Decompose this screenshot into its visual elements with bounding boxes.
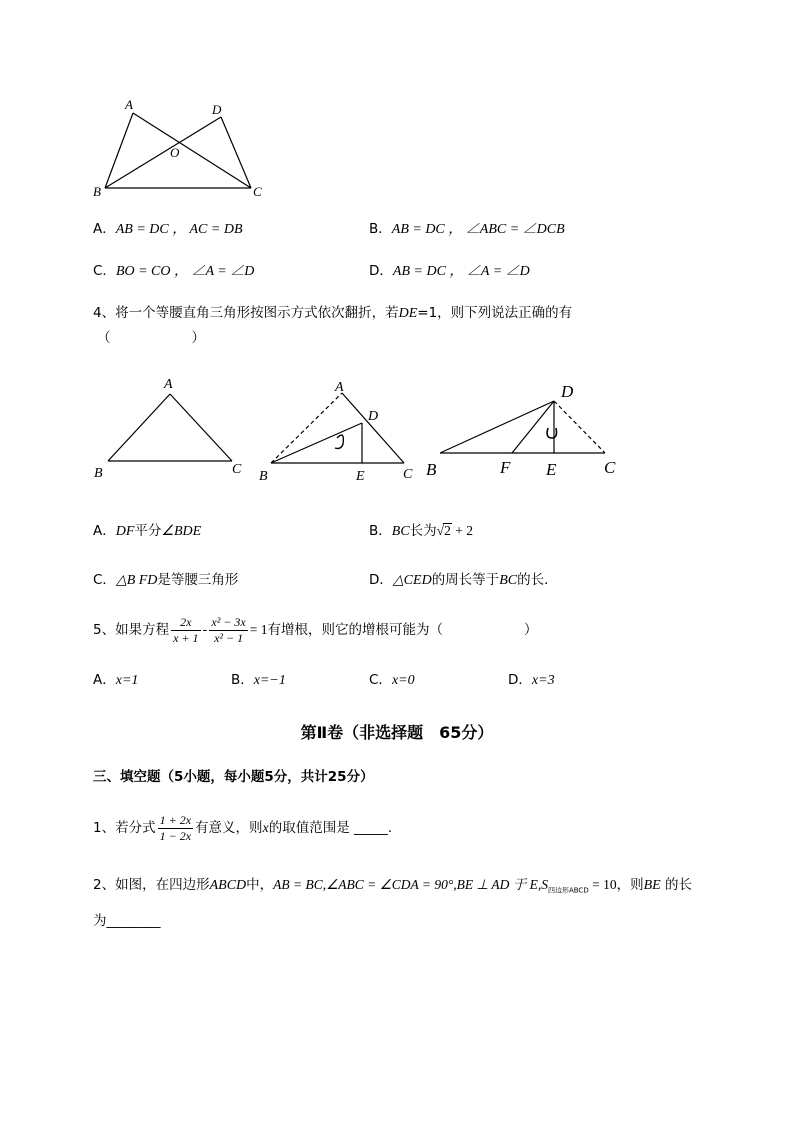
fig1-label-o: O <box>170 145 180 160</box>
fill1-answer-blank: _____ <box>354 820 388 836</box>
fig4-label-b: B <box>426 460 437 479</box>
section-2-title: 第Ⅱ卷（非选择题 65分） <box>300 723 494 742</box>
q3-option-b: B．AB = DC ， ∠ABC = ∠DCB <box>369 221 565 237</box>
q3-option-a: A．AB = DC ， AC = DB <box>93 221 243 237</box>
q5-fraction-1: $\frac{2x}{x + 1}$ <box>173 614 199 645</box>
fig2-label-c: C <box>232 462 242 477</box>
fill-question-2-line2: 为________ <box>93 913 161 929</box>
fig1-label-b: B <box>93 184 101 199</box>
fig3-label-b: B <box>259 469 268 484</box>
fill2-answer-blank: ________ <box>106 913 161 929</box>
q5-option-a: A．x=1 <box>93 672 139 688</box>
q3-option-c: C．BO = CO ， ∠A = ∠D <box>93 263 255 279</box>
q4-option-a: A．DF平分∠BDE <box>93 523 202 539</box>
fig3-label-a: A <box>335 380 344 395</box>
part-3-heading: 三、填空题（5小题，每小题5分，共计25分） <box>93 769 374 785</box>
fill-question-2: 2、如图，在四边形ABCD中，AB = BC,∠ABC = ∠CDA = 90°,BE ⊥ AD 于 $E,S_{四边形ABCD} = 10$，则BE 的长 <box>93 877 692 895</box>
fig3-label-e: E <box>356 469 365 484</box>
fill-question-1: 1、若分式 $\frac{1 + 2x}{1 - 2x}$ 有意义，则x的取值范围是 _____. <box>93 812 393 843</box>
fig4-label-f: F <box>500 458 511 477</box>
figure-crossing-triangles <box>85 95 275 205</box>
fig2-label-b: B <box>94 466 103 481</box>
q4-stem: 4、将一个等腰直角三角形按图示方式依次翻折，若DE=1，则下列说法正确的有 <box>93 305 573 321</box>
fig4-label-c: C <box>604 458 616 477</box>
figure-folding-sequence <box>88 372 628 487</box>
q5-stem: 5、如果方程 $\frac{2x}{x + 1}$ - $\frac{\text{x² − 3x}}{\text{x² − 1}}$ = 1有增根，则它的增根可能为（ ） <box>93 614 538 645</box>
fig1-label-a: A <box>125 97 133 112</box>
fill1-fraction: $\frac{1 + 2x}{1 - 2x}$ <box>159 812 192 843</box>
q4-option-d: D．△CED的周长等于BC的长． <box>369 572 558 588</box>
q5-fraction-2: $\frac{\text{x² − 3x}}{\text{x² − 1}}$ <box>211 614 246 645</box>
q5-option-b: B．x=−1 <box>231 672 286 688</box>
q5-option-d: D．x=3 <box>508 672 555 688</box>
fig4-label-d: D <box>561 382 574 401</box>
q4-option-c: C．△B FD是等腰三角形 <box>93 572 239 588</box>
q3-option-d: D．AB = DC ， ∠A = ∠D <box>369 263 530 279</box>
fig4-label-e: E <box>546 460 557 479</box>
fig2-label-a: A <box>164 377 173 392</box>
q4-option-b: B．BC长为√2 + 2 <box>369 523 473 539</box>
fig1-label-c: C <box>253 184 262 199</box>
fig3-label-c: C <box>403 467 413 482</box>
fig3-label-d: D <box>368 409 379 424</box>
fig1-label-d: D <box>212 102 222 117</box>
q5-option-c: C．x=0 <box>369 672 415 688</box>
q4-answer-paren: （ ） <box>97 330 205 346</box>
